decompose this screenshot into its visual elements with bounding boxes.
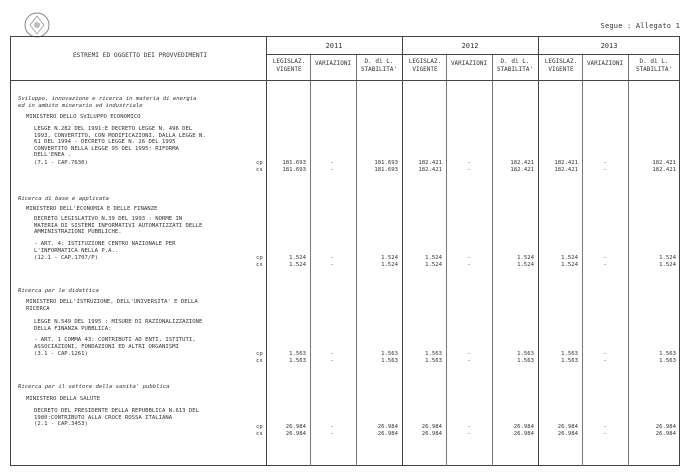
stability-cell: 26.984: [513, 424, 534, 430]
current-law-cell: 1.524: [425, 255, 442, 261]
subheader-variazioni: VARIAZIONI: [450, 60, 488, 67]
year-2011-header: 2011: [325, 42, 343, 50]
column-title: ESTREMI ED OGGETTO DEI PROVVEDIMENTI: [72, 52, 208, 59]
column-divider: [266, 36, 267, 466]
stability-cell: 182.421: [652, 167, 676, 173]
subheader-stabilita: D. di L. STABILITA': [496, 58, 534, 73]
current-law-cell: 26.984: [285, 431, 306, 437]
ministry-label: MINISTERO DELLO SVILUPPO ECONOMICO: [26, 114, 141, 120]
current-law-cell: 1.524: [289, 255, 306, 261]
variation-cell: -: [330, 160, 334, 166]
provision-text: LEGGE N.282 DEL 1991:E DECRETO LEGGE N. 496 DEL 1993, CONVERTITO, CON MODIFICAZIONI, DALLA LEGGE N. 61 DEL 1994 - DECRETO LEGGE N. 26 DEL 1995 CONVERTITO NELLA LEGGE 95 DEL 1995: RIFORMA DELL'ENEA .: [34, 126, 206, 159]
provision-text: LEGGE N.549 DEL 1995 : MISURE DI RAZIONALIZZAZIONE DELLA FINANZA PUBBLICA:: [34, 319, 203, 332]
subheader-legislaz: LEGISLAZ. VIGENTE: [544, 58, 578, 73]
stability-cell: 1.563: [517, 351, 534, 357]
variation-cell: -: [603, 255, 607, 261]
stability-cell: 182.421: [510, 160, 534, 166]
variation-cell: -: [467, 262, 471, 268]
chapter-ref: (7.1 - CAP.7630): [34, 160, 88, 166]
row-type-cs: cs: [256, 262, 263, 268]
stability-cell: 1.524: [381, 262, 398, 268]
stability-cell: 1.563: [659, 351, 676, 357]
ministry-label: MINISTERO DELL'ECONOMIA E DELLE FINANZE: [26, 206, 158, 212]
variation-cell: -: [330, 431, 334, 437]
header-divider: [10, 80, 680, 81]
current-law-cell: 26.984: [557, 424, 578, 430]
subheader-stabilita: D. di L. STABILITA': [360, 58, 398, 73]
current-law-cell: 26.984: [285, 424, 306, 430]
column-divider: [538, 36, 539, 466]
column-divider: [582, 54, 583, 466]
chapter-ref: (12.1 - CAP.1707/P): [34, 255, 98, 261]
page-continuation-label: Segue : Allegato 1: [600, 22, 680, 30]
stability-cell: 182.421: [510, 167, 534, 173]
stability-cell: 1.524: [659, 255, 676, 261]
subheader-variazioni: VARIAZIONI: [586, 60, 624, 67]
stability-cell: 182.421: [652, 160, 676, 166]
variation-cell: -: [330, 255, 334, 261]
column-divider: [402, 36, 403, 466]
subheader-stabilita: D. di L. STABILITA': [635, 58, 673, 73]
current-law-cell: 182.421: [418, 160, 442, 166]
current-law-cell: 182.421: [554, 167, 578, 173]
current-law-cell: 182.421: [418, 167, 442, 173]
stability-cell: 26.984: [655, 431, 676, 437]
stability-cell: 1.563: [381, 351, 398, 357]
variation-cell: -: [330, 167, 334, 173]
column-divider: [356, 54, 357, 466]
stability-cell: 26.984: [655, 424, 676, 430]
row-type-cp: cp: [256, 255, 263, 261]
current-law-cell: 26.984: [421, 431, 442, 437]
current-law-cell: 1.524: [425, 262, 442, 268]
stability-cell: 1.524: [517, 255, 534, 261]
provision-text: DECRETO LEGISLATIVO N.39 DEL 1993 : NORME IN MATERIA DI SISTEMI INFORMATIVI AUTOMATIZZATI DELLE AMMINISTRAZIONI PUBBLICHE.: [34, 216, 203, 236]
current-law-cell: 181.693: [282, 160, 306, 166]
current-law-cell: 26.984: [421, 424, 442, 430]
current-law-cell: 1.524: [561, 262, 578, 268]
stability-cell: 1.563: [381, 358, 398, 364]
variation-cell: -: [603, 262, 607, 268]
variation-cell: -: [603, 424, 607, 430]
current-law-cell: 182.421: [554, 160, 578, 166]
ministry-label: MINISTERO DELL'ISTRUZIONE, DELL'UNIVERSITA' E DELLA RICERCA: [26, 299, 198, 312]
variation-cell: -: [467, 351, 471, 357]
variation-cell: -: [467, 424, 471, 430]
year-2012-header: 2012: [461, 42, 479, 50]
subheader-legislaz: LEGISLAZ. VIGENTE: [272, 58, 306, 73]
variation-cell: -: [467, 167, 471, 173]
current-law-cell: 1.563: [289, 351, 306, 357]
section-heading: Sviluppo, innovazione e ricerca in materia di energia ed in ambito minerario ed industriale: [18, 96, 197, 109]
column-divider: [492, 54, 493, 466]
chapter-ref: (3.1 - CAP.1261): [34, 351, 88, 357]
variation-cell: -: [330, 358, 334, 364]
row-type-cs: cs: [256, 431, 263, 437]
current-law-cell: 1.563: [289, 358, 306, 364]
row-type-cp: cp: [256, 424, 263, 430]
variation-cell: -: [467, 255, 471, 261]
row-type-cp: cp: [256, 351, 263, 357]
current-law-cell: 1.563: [425, 358, 442, 364]
stability-cell: 1.524: [659, 262, 676, 268]
row-type-cs: cs: [256, 167, 263, 173]
stability-cell: 181.693: [374, 160, 398, 166]
year-2013-header: 2013: [600, 42, 618, 50]
section-heading: Ricerca di base e applicata: [18, 196, 109, 202]
stability-cell: 1.524: [517, 262, 534, 268]
stability-cell: 1.563: [517, 358, 534, 364]
stability-cell: 26.984: [377, 424, 398, 430]
variation-cell: -: [603, 160, 607, 166]
variation-cell: -: [330, 424, 334, 430]
current-law-cell: 1.524: [289, 262, 306, 268]
ministry-label: MINISTERO DELLA SALUTE: [26, 396, 101, 402]
stability-cell: 181.693: [374, 167, 398, 173]
variation-cell: -: [467, 358, 471, 364]
variation-cell: -: [603, 351, 607, 357]
chapter-ref: (2.1 - CAP.3453): [34, 421, 88, 427]
row-type-cs: cs: [256, 358, 263, 364]
variation-cell: -: [603, 431, 607, 437]
current-law-cell: 26.984: [557, 431, 578, 437]
stability-cell: 1.563: [659, 358, 676, 364]
section-heading: Ricerca per il settore della sanita' pubblica: [18, 384, 170, 390]
column-divider: [446, 54, 447, 466]
variation-cell: -: [603, 358, 607, 364]
current-law-cell: 1.563: [561, 358, 578, 364]
variation-cell: -: [603, 167, 607, 173]
provision-text: DECRETO DEL PRESIDENTE DELLA REPUBBLICA N.613 DEL 1980:CONTRIBUTO ALLA CROCE ROSSA ITALIANA: [34, 408, 200, 421]
current-law-cell: 1.524: [561, 255, 578, 261]
current-law-cell: 1.563: [561, 351, 578, 357]
current-law-cell: 1.563: [425, 351, 442, 357]
stability-cell: 1.524: [381, 255, 398, 261]
subheader-legislaz: LEGISLAZ. VIGENTE: [408, 58, 442, 73]
section-heading: Ricerca per le didattica: [18, 288, 99, 294]
subheader-variazioni: VARIAZIONI: [314, 60, 352, 67]
column-divider: [628, 54, 629, 466]
variation-cell: -: [330, 262, 334, 268]
variation-cell: -: [467, 160, 471, 166]
column-divider: [310, 54, 311, 466]
article-text: - ART. 1 COMMA 43: CONTRIBUTI AD ENTI, ISTITUTI, ASSOCIAZIONI, FONDAZIONI ED ALTRI ORGANISMI: [34, 337, 196, 350]
row-type-cp: cp: [256, 160, 263, 166]
variation-cell: -: [467, 431, 471, 437]
stability-cell: 26.984: [513, 431, 534, 437]
header-divider: [266, 54, 680, 55]
current-law-cell: 181.693: [282, 167, 306, 173]
variation-cell: -: [330, 351, 334, 357]
stability-cell: 26.984: [377, 431, 398, 437]
article-text: - ART. 4: ISTITUZIONE CENTRO NAZIONALE PER L'INFORMATICA NELLA P.A..: [34, 241, 176, 254]
